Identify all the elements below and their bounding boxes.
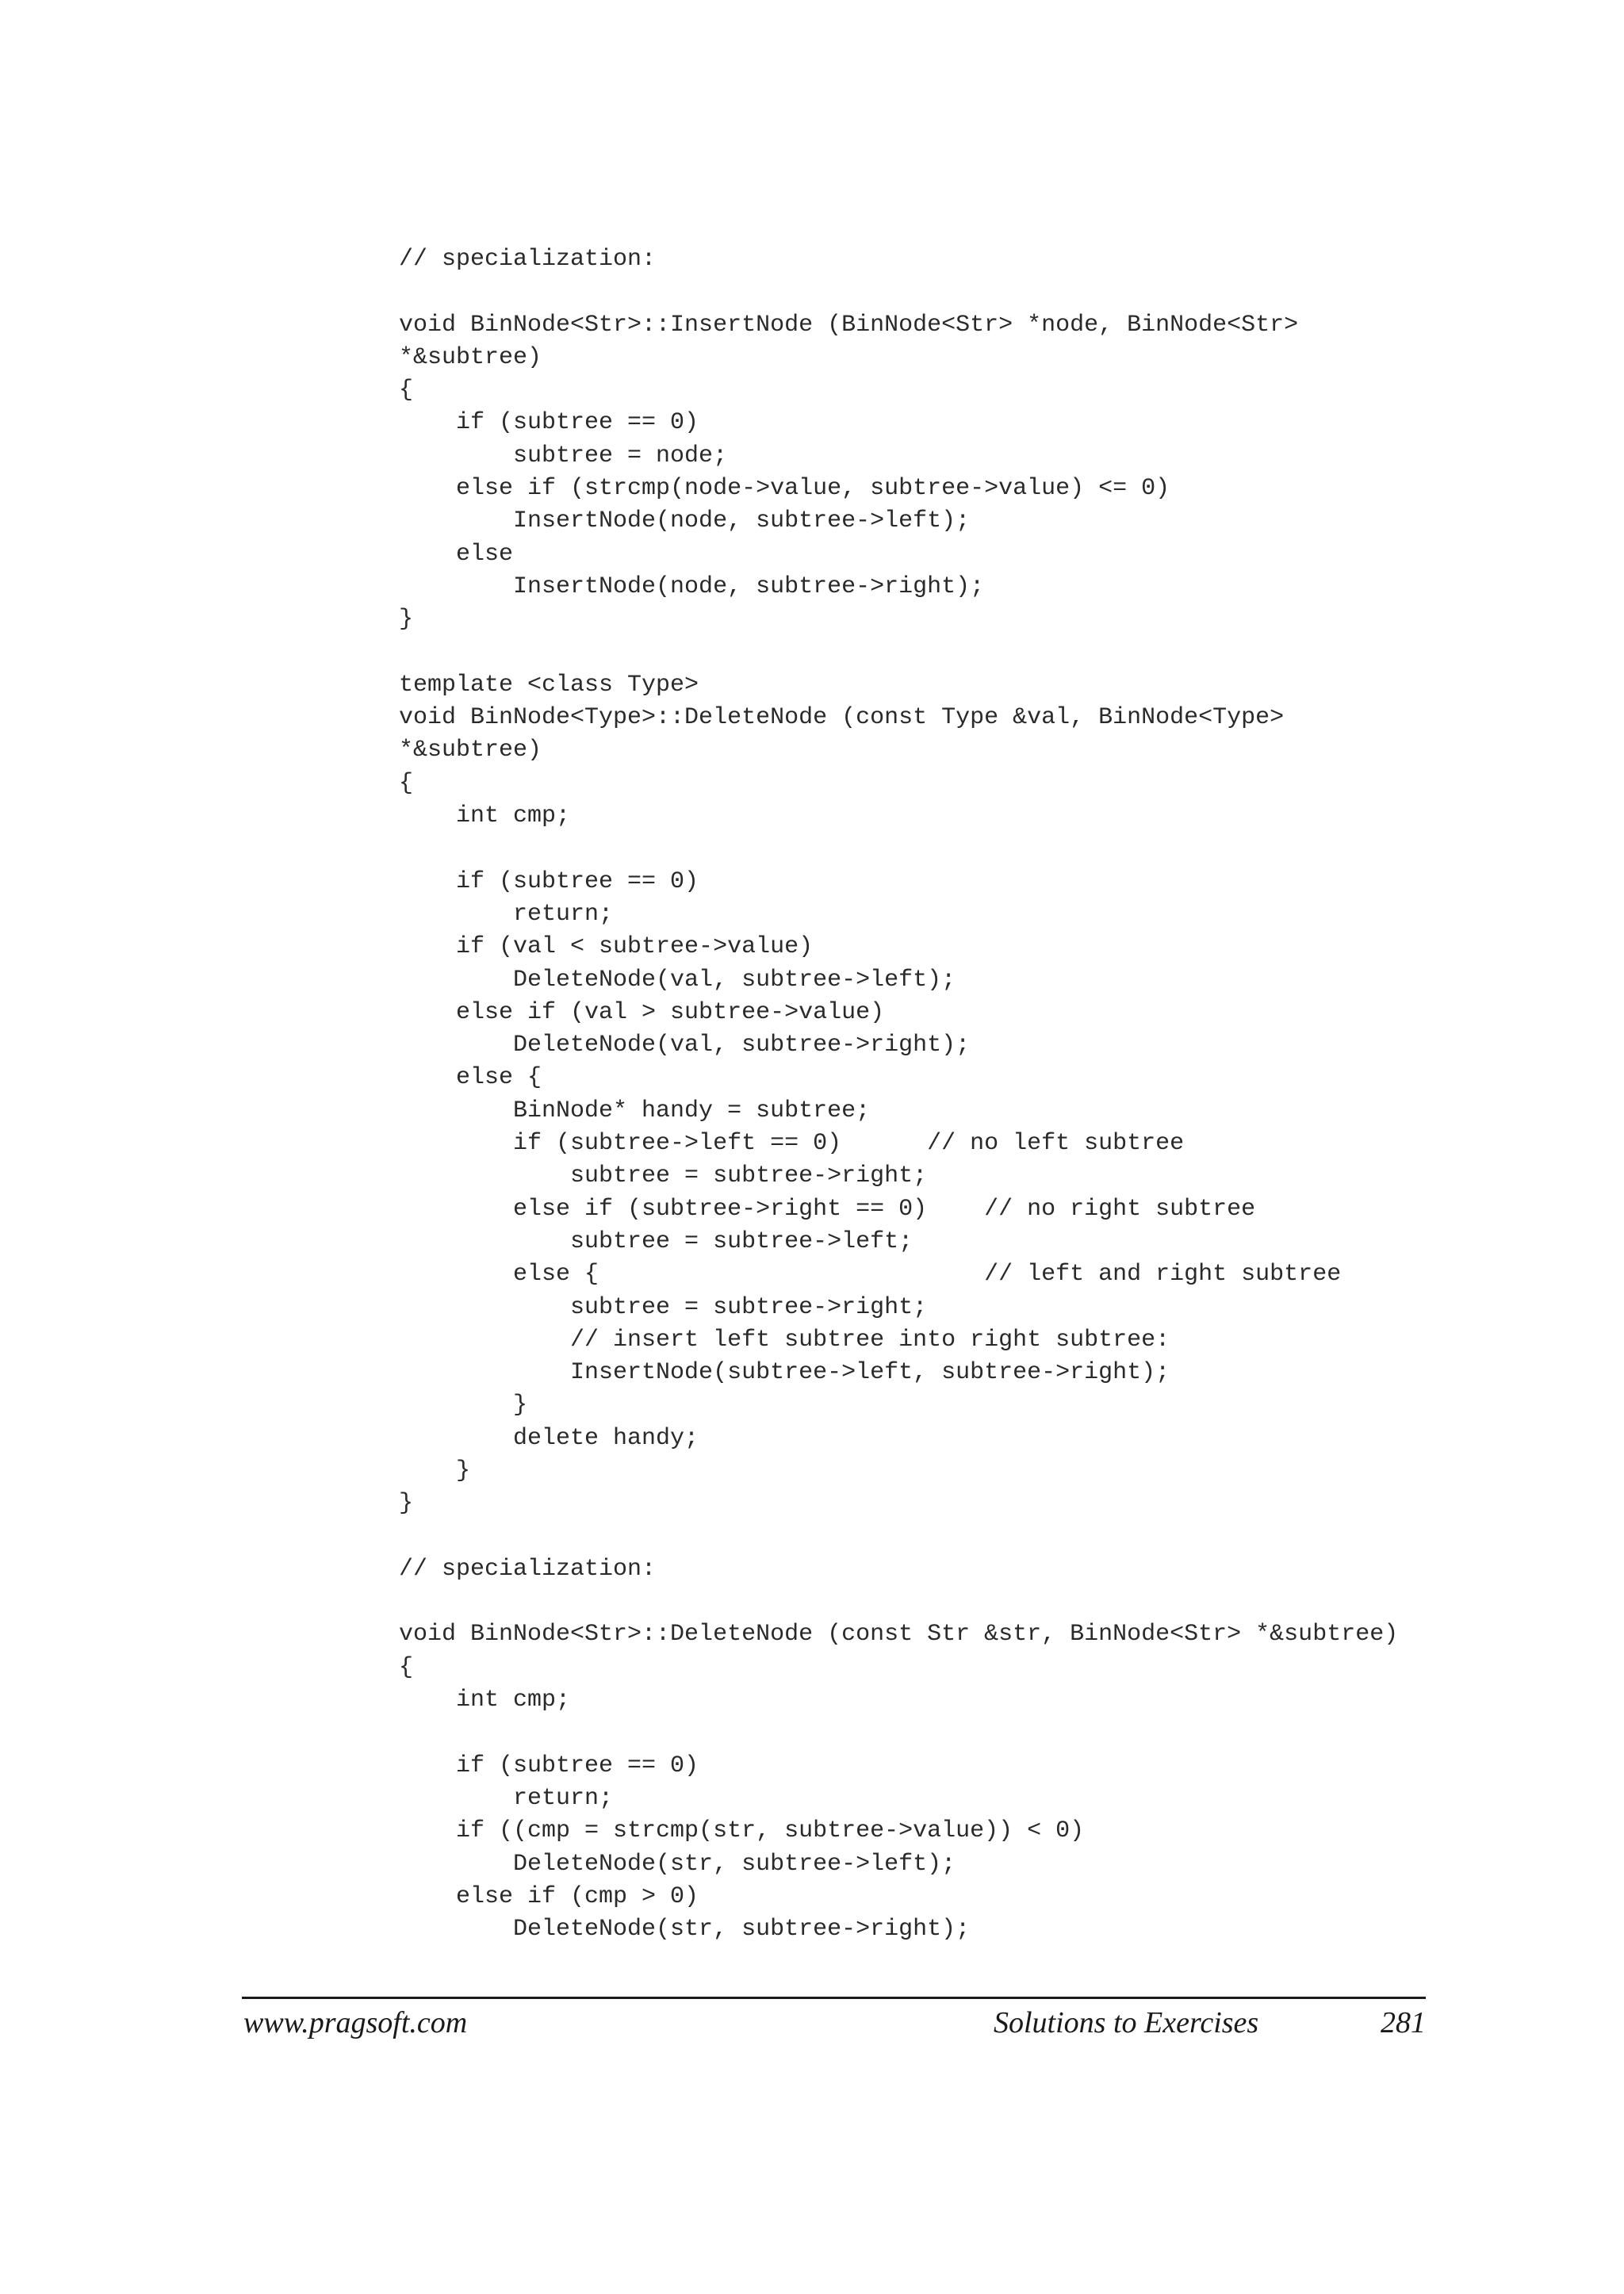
code-line: DeleteNode(val, subtree->right);	[399, 1032, 971, 1059]
code-line	[399, 1521, 1398, 1553]
code-line: if (subtree == 0)	[399, 867, 699, 895]
code-line: }	[399, 1392, 528, 1419]
code-line: void BinNode<Str>::DeleteNode (const Str &str, BinNode<Str> *&subtree)	[399, 1621, 1399, 1649]
code-line: subtree = subtree->right;	[399, 1293, 928, 1321]
code-line: }	[399, 1457, 471, 1484]
code-line: {	[399, 769, 414, 797]
code-line: void BinNode<Str>::InsertNode (BinNode<Str> *node, BinNode<Str>	[399, 311, 1299, 339]
code-line: DeleteNode(str, subtree->left);	[399, 1850, 956, 1878]
code-line: // specialization:	[399, 1555, 657, 1583]
code-listing	[399, 243, 1398, 1946]
footer-website: www.pragsoft.com	[243, 2006, 468, 2039]
code-line: subtree = subtree->left;	[399, 1227, 914, 1255]
code-line: delete handy;	[399, 1424, 699, 1452]
code-line: if (subtree == 0)	[399, 409, 699, 437]
code-line: if (subtree == 0)	[399, 1752, 699, 1779]
code-line: *&subtree)	[399, 343, 542, 371]
code-line: template <class Type>	[399, 671, 699, 699]
code-line	[399, 276, 1398, 308]
code-line: {	[399, 1653, 414, 1681]
code-line: {	[399, 377, 414, 404]
code-line: else { // left and right subtree	[399, 1261, 1342, 1289]
code-line: if ((cmp = strcmp(str, subtree->value)) < 0)	[399, 1817, 1085, 1845]
code-line: BinNode* handy = subtree;	[399, 1097, 871, 1124]
code-line: else if (subtree->right == 0) // no right subtree	[399, 1195, 1256, 1223]
code-line: void BinNode<Type>::DeleteNode (const Type &val, BinNode<Type>	[399, 704, 1285, 732]
code-line: subtree = node;	[399, 442, 728, 469]
code-line: else	[399, 540, 514, 568]
code-line: InsertNode(node, subtree->left);	[399, 507, 971, 535]
footer-section-title: Solutions to Exercises	[994, 2006, 1259, 2039]
code-line: }	[399, 606, 414, 634]
code-line: else if (val > subtree->value)	[399, 998, 885, 1026]
code-line: if (val < subtree->value)	[399, 933, 814, 961]
code-line: *&subtree)	[399, 737, 542, 764]
code-line: else if (cmp > 0)	[399, 1882, 699, 1910]
code-line: // specialization:	[399, 246, 657, 273]
code-line: int cmp;	[399, 802, 571, 830]
footer-rule	[242, 1997, 1426, 1999]
code-line: if (subtree->left == 0) // no left subtree	[399, 1130, 1185, 1158]
code-line	[399, 833, 1398, 865]
code-line: else if (strcmp(node->value, subtree->value) <= 0)	[399, 475, 1170, 503]
code-line: InsertNode(node, subtree->right);	[399, 573, 985, 600]
code-line: subtree = subtree->right;	[399, 1162, 928, 1190]
code-line: DeleteNode(str, subtree->right);	[399, 1916, 971, 1944]
page-number: 281	[1381, 2006, 1426, 2039]
code-line	[399, 1717, 1398, 1749]
code-line: return;	[399, 1784, 614, 1812]
code-line: DeleteNode(val, subtree->left);	[399, 966, 956, 994]
code-line	[399, 637, 1398, 669]
code-line: int cmp;	[399, 1687, 571, 1714]
code-line: }	[399, 1490, 414, 1518]
code-line	[399, 1586, 1398, 1618]
code-line: // insert left subtree into right subtree:	[399, 1326, 1170, 1354]
code-line: return;	[399, 900, 614, 928]
code-line: InsertNode(subtree->left, subtree->right);	[399, 1359, 1170, 1387]
code-line: else {	[399, 1064, 542, 1092]
